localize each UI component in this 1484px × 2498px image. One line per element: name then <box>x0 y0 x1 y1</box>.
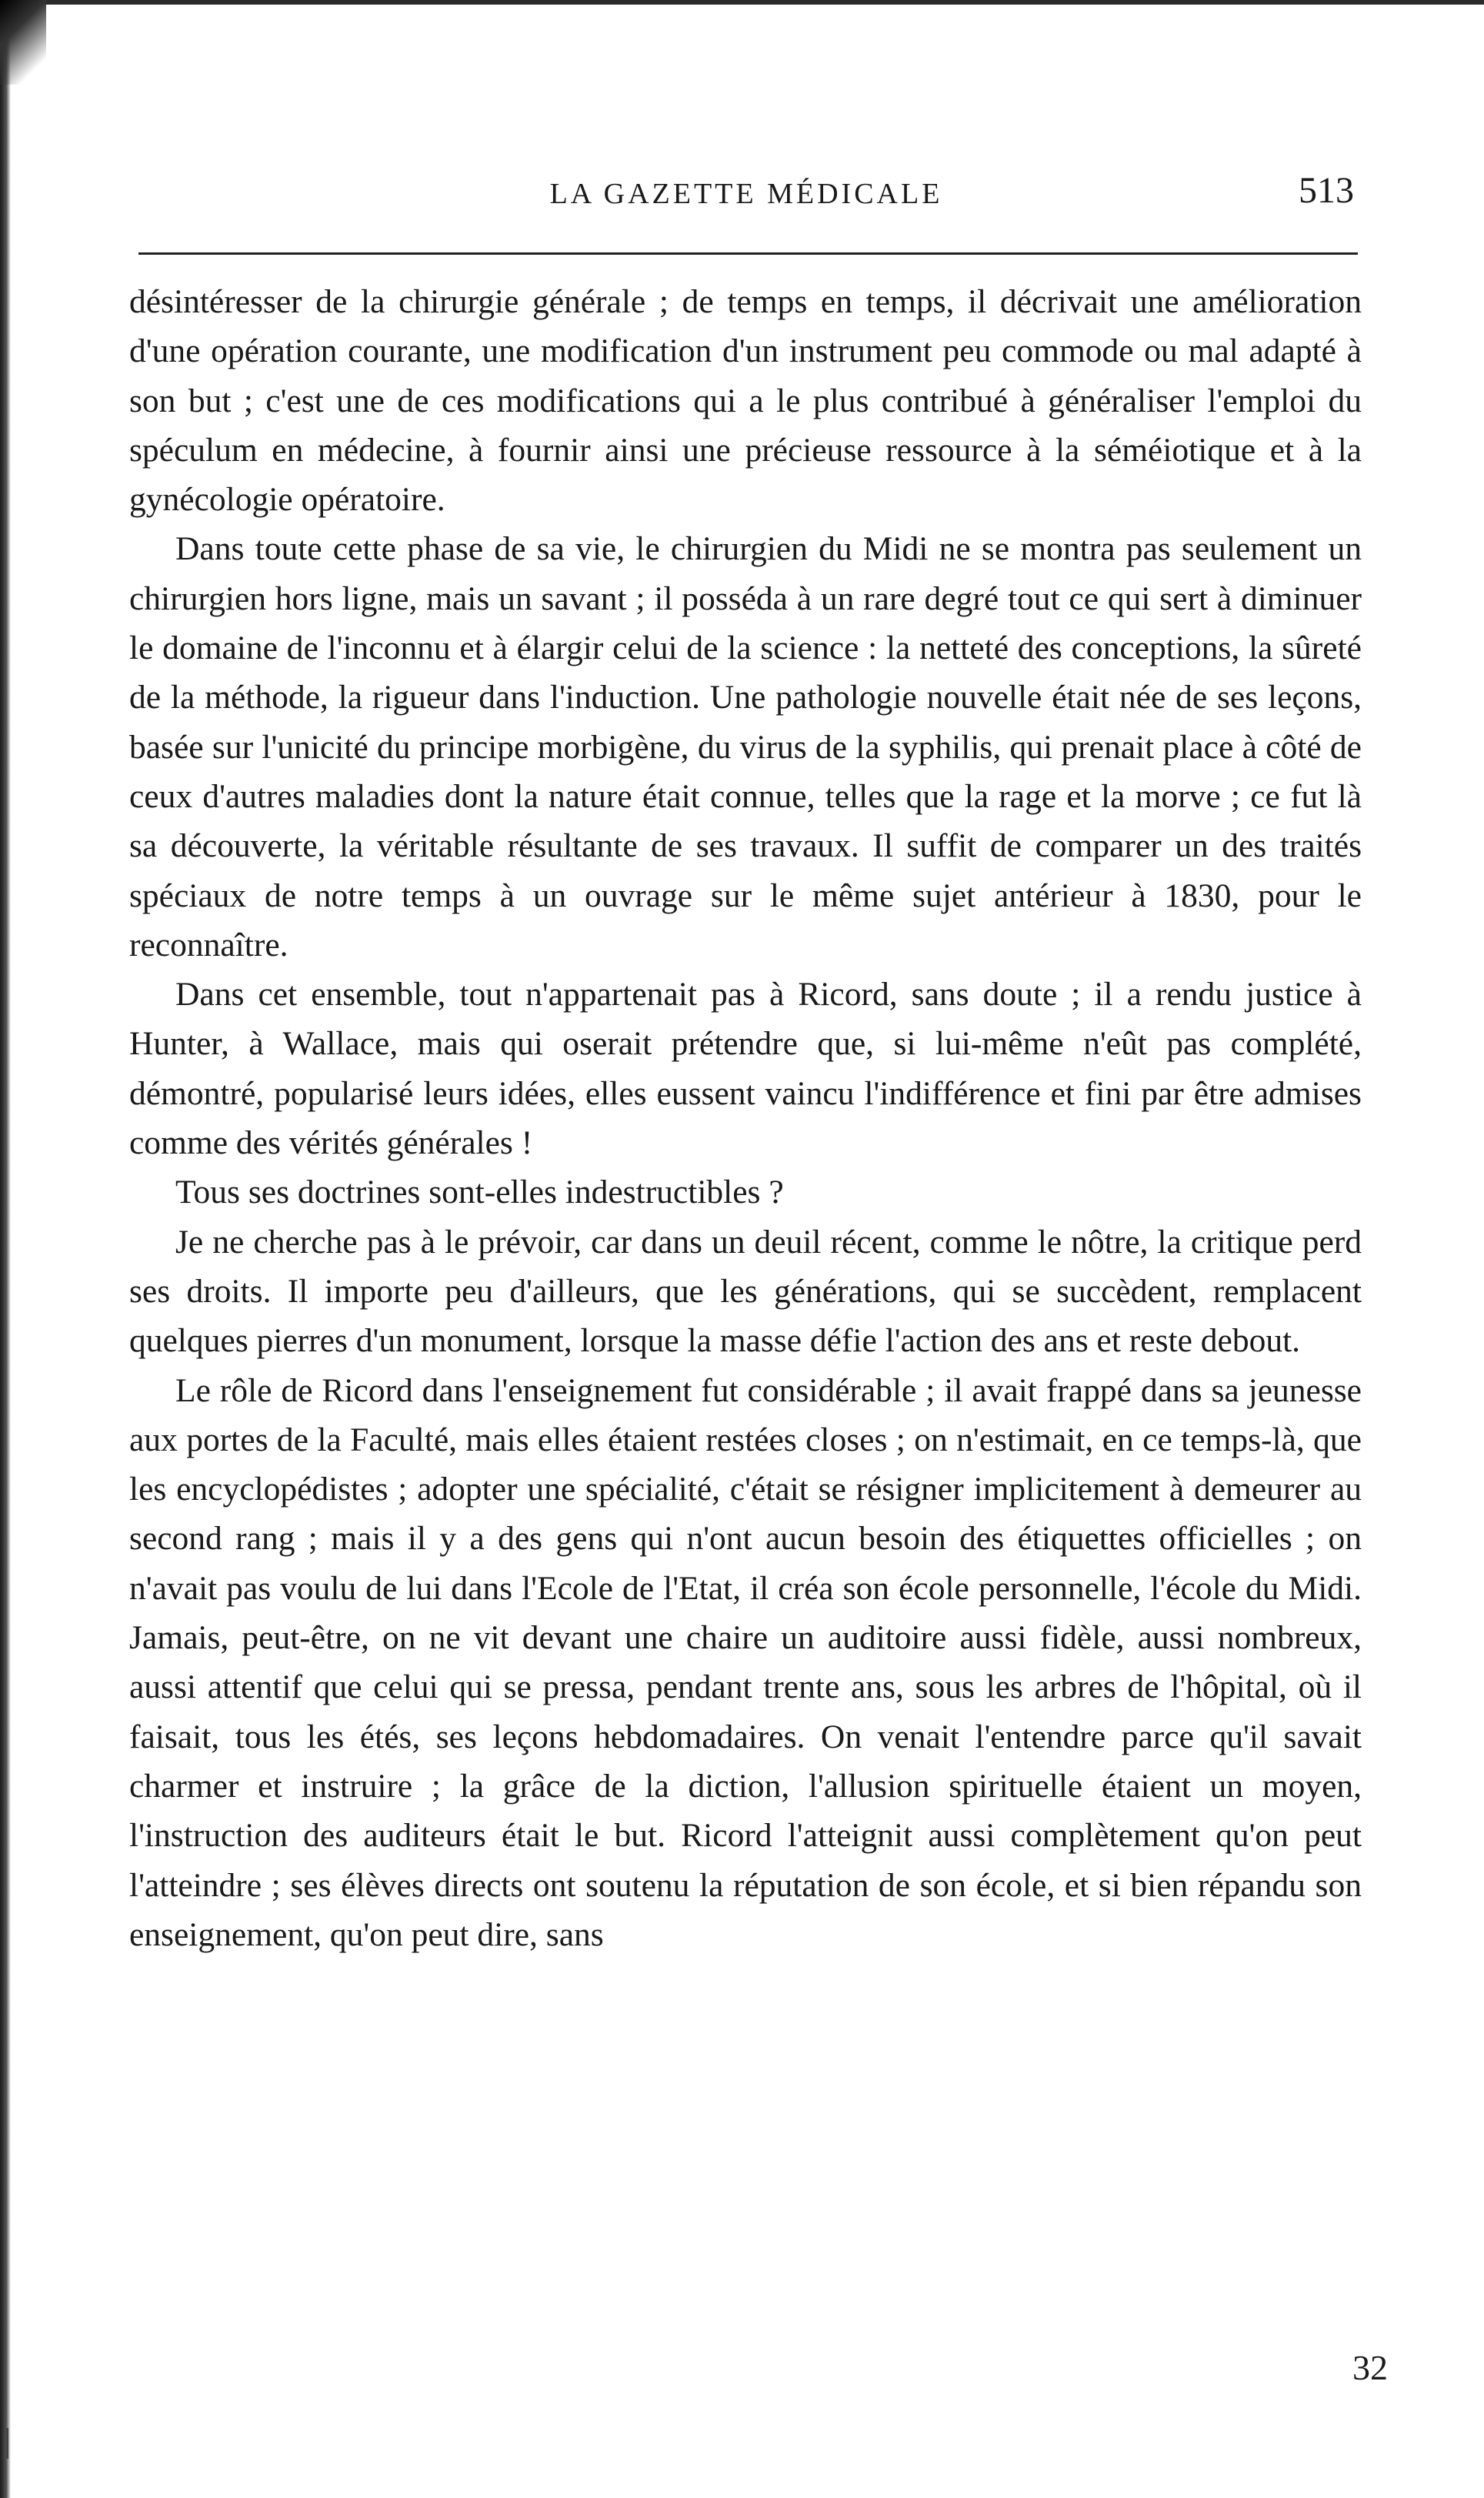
body-text <box>129 277 1362 1959</box>
margin-mark <box>6 2428 8 2459</box>
paragraph: Dans toute cette phase de sa vie, le chirurgien du Midi ne se montra pas seulement un chirurgien hors ligne, mais un savant ; il posséda à un rare degré tout ce qui sert à diminuer le domaine de l'inconnu et à élargir celui de la science : la netteté des conceptions, la sûreté de la méthode, la rigueur dans l'induction. Une pathologie nouvelle était née de ses leçons, basée sur l'unicité du principe morbigène, du virus de la syphilis, qui prenait place à côté de ceux d'autres maladies dont la nature était connue, telles que la rage et la morve ; ce fut là sa découverte, la véritable résultante de ses travaux. Il suffit de comparer un des traités spéciaux de notre temps à un ouvrage sur le même sujet antérieur à 1830, pour le reconnaître. <box>129 530 1362 963</box>
page-number: 513 <box>1299 170 1354 211</box>
paragraph: Tous ses doctrines sont-elles indestructibles ? <box>175 1174 784 1211</box>
running-head: LA GAZETTE MÉDICALE <box>549 178 943 210</box>
signature-mark: 32 <box>1352 2348 1388 2387</box>
scan-border-left <box>0 0 11 2498</box>
paragraph: Dans cet ensemble, tout n'appartenait pas à Ricord, sans doute ; il a rendu justice à Hunter, à Wallace, mais qui oserait prétendre que, si lui-même n'eût pas complété, démontré, popularisé leurs idées, elles eussent vaincu l'indifférence et fini par être admises comme des vérités générales ! <box>129 976 1362 1162</box>
paragraph: désintéresser de la chirurgie générale ; de temps en temps, il décrivait une amélioration d'une opération courante, une modification d'un instrument peu commode ou mal adapté à son but ; c'est une de ces modifications qui a le plus contribué à généraliser l'emploi du spéculum en médecine, à fournir ainsi une précieuse ressource à la séméiotique et à la gynécologie opératoire. <box>129 283 1362 519</box>
page-header <box>131 169 1362 231</box>
header-rule <box>138 252 1358 255</box>
paragraph: Je ne cherche pas à le prévoir, car dans un deuil récent, comme le nôtre, la critique perd ses droits. Il importe peu d'ailleurs, que les générations, qui se succèdent, remplacent quelques pierres d'un monument, lorsque la masse défie l'action des ans et reste debout. <box>129 1223 1362 1360</box>
paragraph: Le rôle de Ricord dans l'enseignement fut considérable ; il avait frappé dans sa jeunesse aux portes de la Faculté, mais elles étaient restées closes ; on n'estimait, en ce temps-là, que les encyclopédistes ; adopter une spécialité, c'était se résigner implicitement à demeurer au second rang ; mais il y a des gens qui n'ont aucun besoin des étiquettes officielles ; on n'avait pas voulu de lui dans l'Ecole de l'Etat, il créa son école personnelle, l'école du Midi. Jamais, peut-être, on ne vit devant une chaire un auditoire aussi fidèle, aussi nombreux, aussi attentif que celui qui se pressa, pendant trente ans, sous les arbres de l'hôpital, où il faisait, tous les étés, ses leçons hebdomadaires. On venait l'entendre parce qu'il savait charmer et instruire ; la grâce de la diction, l'allusion spirituelle étaient un moyen, l'instruction des auditeurs était le but. Ricord l'atteignit aussi complètement qu'on peut l'atteindre ; ses élèves directs ont soutenu la réputation de son école, et si bien répandu son enseignement, qu'on peut dire, sans <box>129 1371 1362 1953</box>
scan-corner-shadow <box>0 0 46 85</box>
scan-border-top <box>0 0 1484 5</box>
